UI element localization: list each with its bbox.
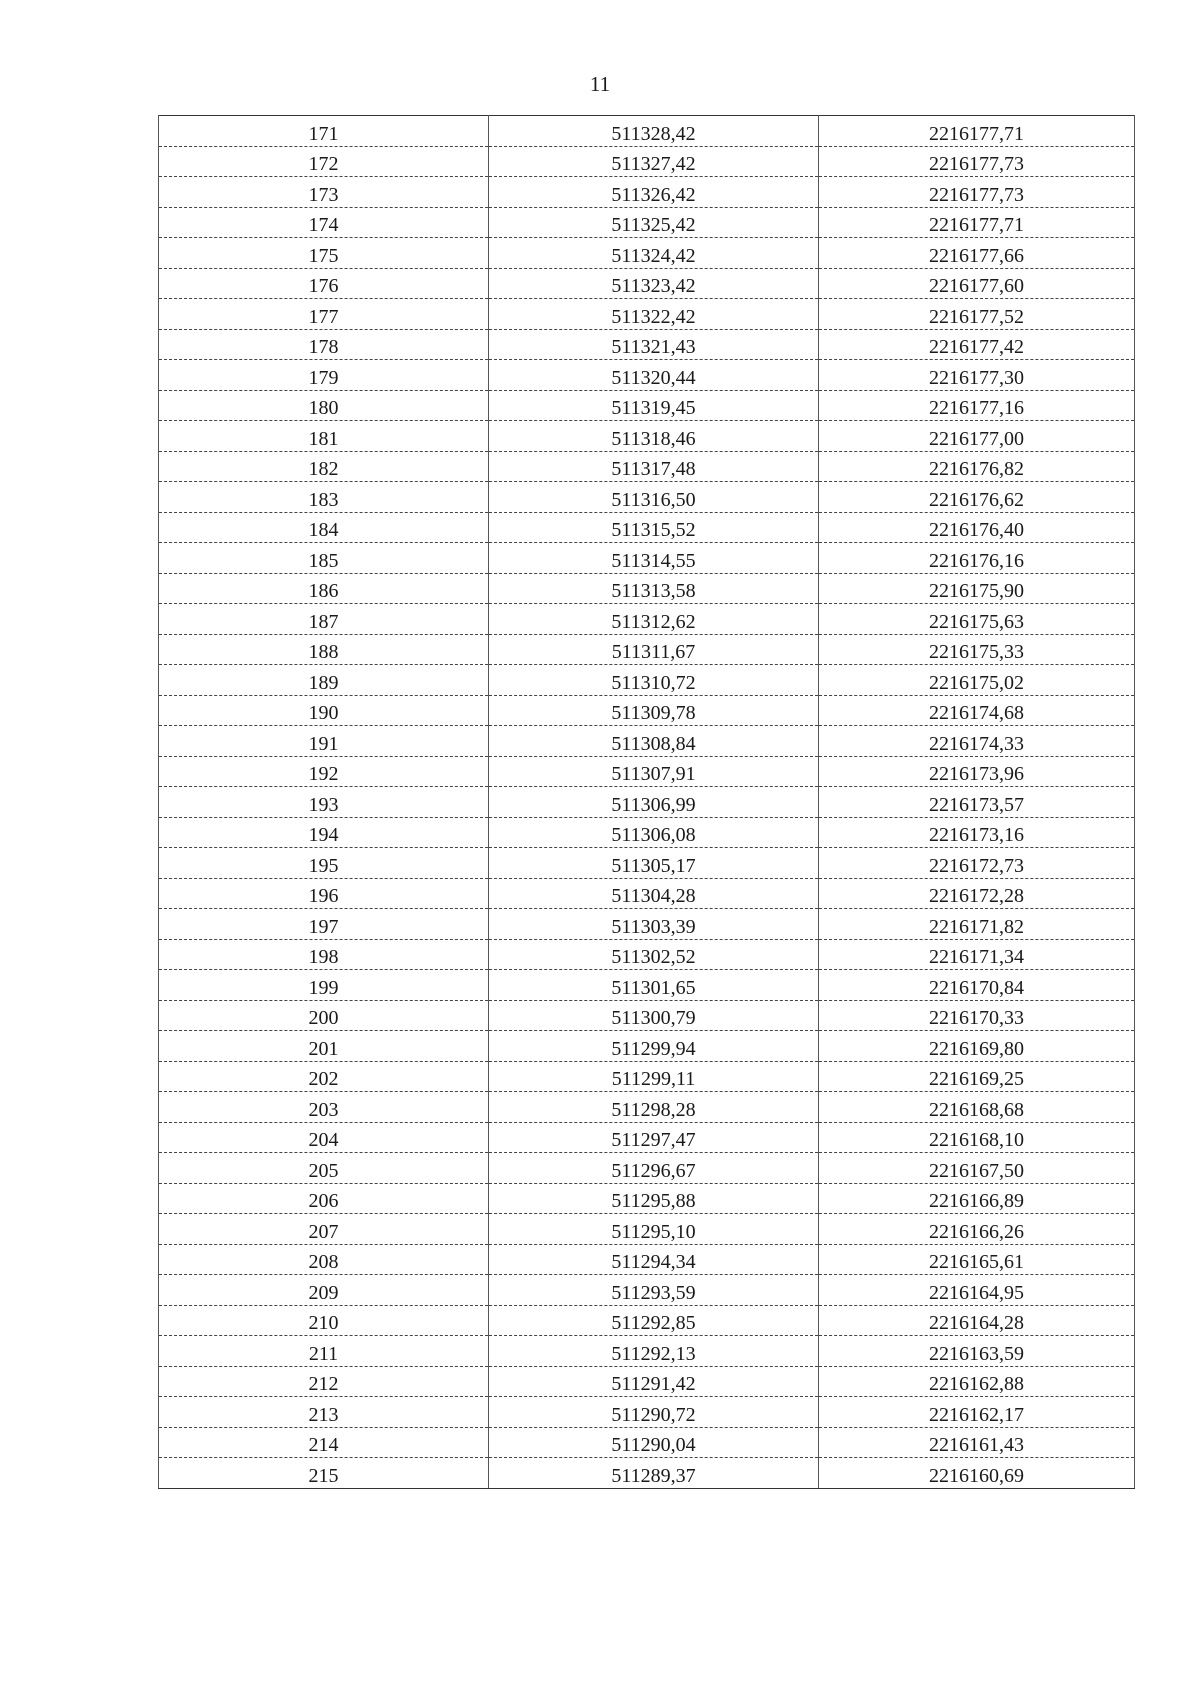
table-row [159,970,1135,1001]
y-coordinate-cell: 2216164,95 [819,1275,1135,1306]
table-row [159,329,1135,360]
point-number-cell: 180 [159,390,489,421]
point-number-cell: 195 [159,848,489,879]
x-coordinate-cell: 511300,79 [489,1000,819,1031]
y-coordinate-cell: 2216173,96 [819,756,1135,787]
y-coordinate-cell: 2216177,42 [819,329,1135,360]
y-coordinate-cell: 2216177,66 [819,238,1135,269]
table-row [159,390,1135,421]
table-row [159,817,1135,848]
y-coordinate-cell: 2216165,61 [819,1244,1135,1275]
y-coordinate-cell: 2216176,62 [819,482,1135,513]
table-row [159,512,1135,543]
table-row [159,787,1135,818]
y-coordinate-cell: 2216166,89 [819,1183,1135,1214]
point-number-cell: 194 [159,817,489,848]
point-number-cell: 183 [159,482,489,513]
x-coordinate-cell: 511309,78 [489,695,819,726]
point-number-cell: 202 [159,1061,489,1092]
table-row [159,634,1135,665]
coordinates-table-body [159,116,1135,1489]
table-row [159,543,1135,574]
table-row [159,451,1135,482]
x-coordinate-cell: 511320,44 [489,360,819,391]
y-coordinate-cell: 2216173,57 [819,787,1135,818]
y-coordinate-cell: 2216175,33 [819,634,1135,665]
point-number-cell: 200 [159,1000,489,1031]
y-coordinate-cell: 2216177,71 [819,116,1135,147]
y-coordinate-cell: 2216163,59 [819,1336,1135,1367]
point-number-cell: 176 [159,268,489,299]
y-coordinate-cell: 2216162,88 [819,1366,1135,1397]
point-number-cell: 189 [159,665,489,696]
table-row [159,421,1135,452]
table-row [159,909,1135,940]
y-coordinate-cell: 2216175,63 [819,604,1135,635]
x-coordinate-cell: 511315,52 [489,512,819,543]
x-coordinate-cell: 511305,17 [489,848,819,879]
x-coordinate-cell: 511306,08 [489,817,819,848]
point-number-cell: 196 [159,878,489,909]
y-coordinate-cell: 2216168,10 [819,1122,1135,1153]
y-coordinate-cell: 2216176,82 [819,451,1135,482]
x-coordinate-cell: 511294,34 [489,1244,819,1275]
table-row [159,573,1135,604]
x-coordinate-cell: 511321,43 [489,329,819,360]
table-row [159,116,1135,147]
x-coordinate-cell: 511292,85 [489,1305,819,1336]
coordinates-table [158,115,1135,1489]
table-row [159,848,1135,879]
x-coordinate-cell: 511326,42 [489,177,819,208]
y-coordinate-cell: 2216166,26 [819,1214,1135,1245]
table-row [159,695,1135,726]
y-coordinate-cell: 2216176,40 [819,512,1135,543]
point-number-cell: 193 [159,787,489,818]
point-number-cell: 212 [159,1366,489,1397]
point-number-cell: 172 [159,146,489,177]
point-number-cell: 204 [159,1122,489,1153]
point-number-cell: 178 [159,329,489,360]
table-row [159,1214,1135,1245]
point-number-cell: 214 [159,1427,489,1458]
table-row [159,1275,1135,1306]
point-number-cell: 181 [159,421,489,452]
x-coordinate-cell: 511313,58 [489,573,819,604]
point-number-cell: 192 [159,756,489,787]
x-coordinate-cell: 511298,28 [489,1092,819,1123]
table-row [159,1366,1135,1397]
y-coordinate-cell: 2216169,25 [819,1061,1135,1092]
table-row [159,878,1135,909]
table-row [159,1244,1135,1275]
x-coordinate-cell: 511291,42 [489,1366,819,1397]
y-coordinate-cell: 2216175,90 [819,573,1135,604]
table-row [159,207,1135,238]
point-number-cell: 173 [159,177,489,208]
y-coordinate-cell: 2216177,30 [819,360,1135,391]
x-coordinate-cell: 511311,67 [489,634,819,665]
table-row [159,360,1135,391]
point-number-cell: 186 [159,573,489,604]
table-row [159,604,1135,635]
x-coordinate-cell: 511293,59 [489,1275,819,1306]
x-coordinate-cell: 511310,72 [489,665,819,696]
y-coordinate-cell: 2216170,84 [819,970,1135,1001]
point-number-cell: 205 [159,1153,489,1184]
y-coordinate-cell: 2216177,52 [819,299,1135,330]
x-coordinate-cell: 511304,28 [489,878,819,909]
x-coordinate-cell: 511303,39 [489,909,819,940]
x-coordinate-cell: 511295,88 [489,1183,819,1214]
table-row [159,1122,1135,1153]
point-number-cell: 201 [159,1031,489,1062]
x-coordinate-cell: 511301,65 [489,970,819,1001]
table-row [159,482,1135,513]
point-number-cell: 203 [159,1092,489,1123]
y-coordinate-cell: 2216169,80 [819,1031,1135,1062]
y-coordinate-cell: 2216174,68 [819,695,1135,726]
point-number-cell: 215 [159,1458,489,1489]
table-row [159,1397,1135,1428]
x-coordinate-cell: 511296,67 [489,1153,819,1184]
x-coordinate-cell: 511306,99 [489,787,819,818]
y-coordinate-cell: 2216173,16 [819,817,1135,848]
table-row [159,1183,1135,1214]
y-coordinate-cell: 2216175,02 [819,665,1135,696]
x-coordinate-cell: 511292,13 [489,1336,819,1367]
y-coordinate-cell: 2216160,69 [819,1458,1135,1489]
point-number-cell: 213 [159,1397,489,1428]
x-coordinate-cell: 511299,94 [489,1031,819,1062]
y-coordinate-cell: 2216171,82 [819,909,1135,940]
y-coordinate-cell: 2216177,73 [819,146,1135,177]
point-number-cell: 198 [159,939,489,970]
table-row [159,756,1135,787]
x-coordinate-cell: 511295,10 [489,1214,819,1245]
table-row [159,238,1135,269]
point-number-cell: 184 [159,512,489,543]
x-coordinate-cell: 511312,62 [489,604,819,635]
table-row [159,146,1135,177]
point-number-cell: 182 [159,451,489,482]
x-coordinate-cell: 511327,42 [489,146,819,177]
x-coordinate-cell: 511319,45 [489,390,819,421]
y-coordinate-cell: 2216171,34 [819,939,1135,970]
y-coordinate-cell: 2216172,28 [819,878,1135,909]
table-row [159,1153,1135,1184]
table-row [159,1458,1135,1489]
point-number-cell: 175 [159,238,489,269]
table-row [159,177,1135,208]
x-coordinate-cell: 511290,72 [489,1397,819,1428]
y-coordinate-cell: 2216177,00 [819,421,1135,452]
table-row [159,665,1135,696]
point-number-cell: 207 [159,1214,489,1245]
y-coordinate-cell: 2216161,43 [819,1427,1135,1458]
point-number-cell: 185 [159,543,489,574]
point-number-cell: 190 [159,695,489,726]
table-row [159,1427,1135,1458]
point-number-cell: 177 [159,299,489,330]
y-coordinate-cell: 2216174,33 [819,726,1135,757]
y-coordinate-cell: 2216170,33 [819,1000,1135,1031]
x-coordinate-cell: 511328,42 [489,116,819,147]
x-coordinate-cell: 511299,11 [489,1061,819,1092]
y-coordinate-cell: 2216177,16 [819,390,1135,421]
y-coordinate-cell: 2216177,73 [819,177,1135,208]
y-coordinate-cell: 2216168,68 [819,1092,1135,1123]
y-coordinate-cell: 2216177,71 [819,207,1135,238]
table-row [159,1305,1135,1336]
x-coordinate-cell: 511289,37 [489,1458,819,1489]
table-row [159,1000,1135,1031]
x-coordinate-cell: 511318,46 [489,421,819,452]
table-row [159,268,1135,299]
y-coordinate-cell: 2216164,28 [819,1305,1135,1336]
table-row [159,1336,1135,1367]
x-coordinate-cell: 511324,42 [489,238,819,269]
x-coordinate-cell: 511290,04 [489,1427,819,1458]
point-number-cell: 210 [159,1305,489,1336]
point-number-cell: 174 [159,207,489,238]
x-coordinate-cell: 511302,52 [489,939,819,970]
y-coordinate-cell: 2216177,60 [819,268,1135,299]
table-row [159,939,1135,970]
point-number-cell: 199 [159,970,489,1001]
page-number: 11 [589,72,611,96]
point-number-cell: 197 [159,909,489,940]
point-number-cell: 187 [159,604,489,635]
x-coordinate-cell: 511316,50 [489,482,819,513]
y-coordinate-cell: 2216162,17 [819,1397,1135,1428]
table-row [159,1061,1135,1092]
point-number-cell: 211 [159,1336,489,1367]
table-row [159,726,1135,757]
y-coordinate-cell: 2216176,16 [819,543,1135,574]
x-coordinate-cell: 511308,84 [489,726,819,757]
x-coordinate-cell: 511307,91 [489,756,819,787]
x-coordinate-cell: 511317,48 [489,451,819,482]
point-number-cell: 171 [159,116,489,147]
table-row [159,299,1135,330]
table-row [159,1031,1135,1062]
x-coordinate-cell: 511314,55 [489,543,819,574]
point-number-cell: 206 [159,1183,489,1214]
x-coordinate-cell: 511323,42 [489,268,819,299]
point-number-cell: 191 [159,726,489,757]
x-coordinate-cell: 511297,47 [489,1122,819,1153]
table-row [159,1092,1135,1123]
y-coordinate-cell: 2216167,50 [819,1153,1135,1184]
point-number-cell: 179 [159,360,489,391]
x-coordinate-cell: 511325,42 [489,207,819,238]
y-coordinate-cell: 2216172,73 [819,848,1135,879]
point-number-cell: 188 [159,634,489,665]
point-number-cell: 209 [159,1275,489,1306]
point-number-cell: 208 [159,1244,489,1275]
x-coordinate-cell: 511322,42 [489,299,819,330]
